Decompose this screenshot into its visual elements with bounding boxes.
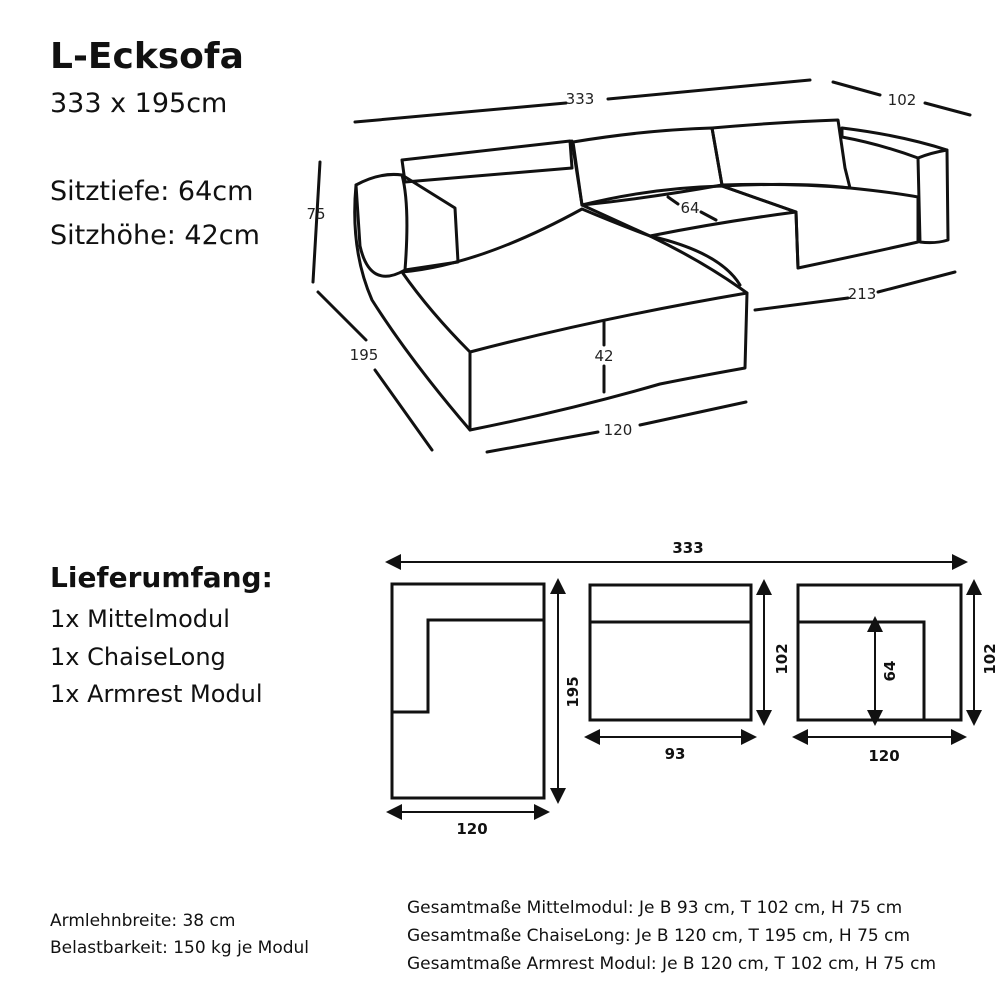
- delivery-heading: Lieferumfang:: [50, 561, 273, 594]
- module-label: 93: [664, 745, 686, 763]
- footer-spec: Armlehnbreite: 38 cm: [50, 911, 236, 931]
- module-label: 195: [564, 676, 582, 708]
- overall-dimensions: 333 x 195cm: [50, 88, 228, 119]
- sketch-label: 64: [680, 199, 700, 217]
- armrest-plan: [798, 585, 961, 720]
- module-label: 102: [981, 643, 999, 675]
- module-label: 120: [868, 747, 900, 765]
- footer-dimensions: Gesamtmaße ChaiseLong: Je B 120 cm, T 195 cm, H 75 cm: [407, 926, 911, 946]
- seat-depth-spec: Sitztiefe: 64cm: [50, 176, 254, 207]
- sketch-label: 195: [349, 346, 379, 364]
- middle-plan: [590, 585, 751, 720]
- sketch-label: 42: [594, 347, 614, 365]
- sketch-label: 102: [887, 91, 917, 109]
- sketch-label: 213: [847, 285, 877, 303]
- module-label: 102: [773, 643, 791, 675]
- module-label: 120: [456, 820, 488, 838]
- armrest-plan-backrest: [798, 622, 924, 720]
- chaise-plan-backrest: [392, 620, 544, 712]
- delivery-item: 1x Mittelmodul: [50, 605, 230, 633]
- sketch-label: 333: [565, 90, 595, 108]
- footer-dimensions: Gesamtmaße Armrest Modul: Je B 120 cm, T 102 cm, H 75 cm: [407, 954, 937, 974]
- delivery-item: 1x Armrest Modul: [50, 680, 263, 708]
- footer-dimensions: Gesamtmaße Mittelmodul: Je B 93 cm, T 102 cm, H 75 cm: [407, 898, 903, 918]
- module-label: 333: [672, 539, 704, 557]
- delivery-item: 1x ChaiseLong: [50, 643, 226, 671]
- chaise-plan: [392, 584, 544, 798]
- page-title: L-Ecksofa: [50, 36, 244, 77]
- module-label: 64: [881, 660, 899, 682]
- sketch-label: 120: [603, 421, 633, 439]
- footer-spec: Belastbarkeit: 150 kg je Modul: [50, 938, 310, 958]
- seat-height-spec: Sitzhöhe: 42cm: [50, 220, 260, 251]
- sketch-label: 75: [306, 205, 326, 223]
